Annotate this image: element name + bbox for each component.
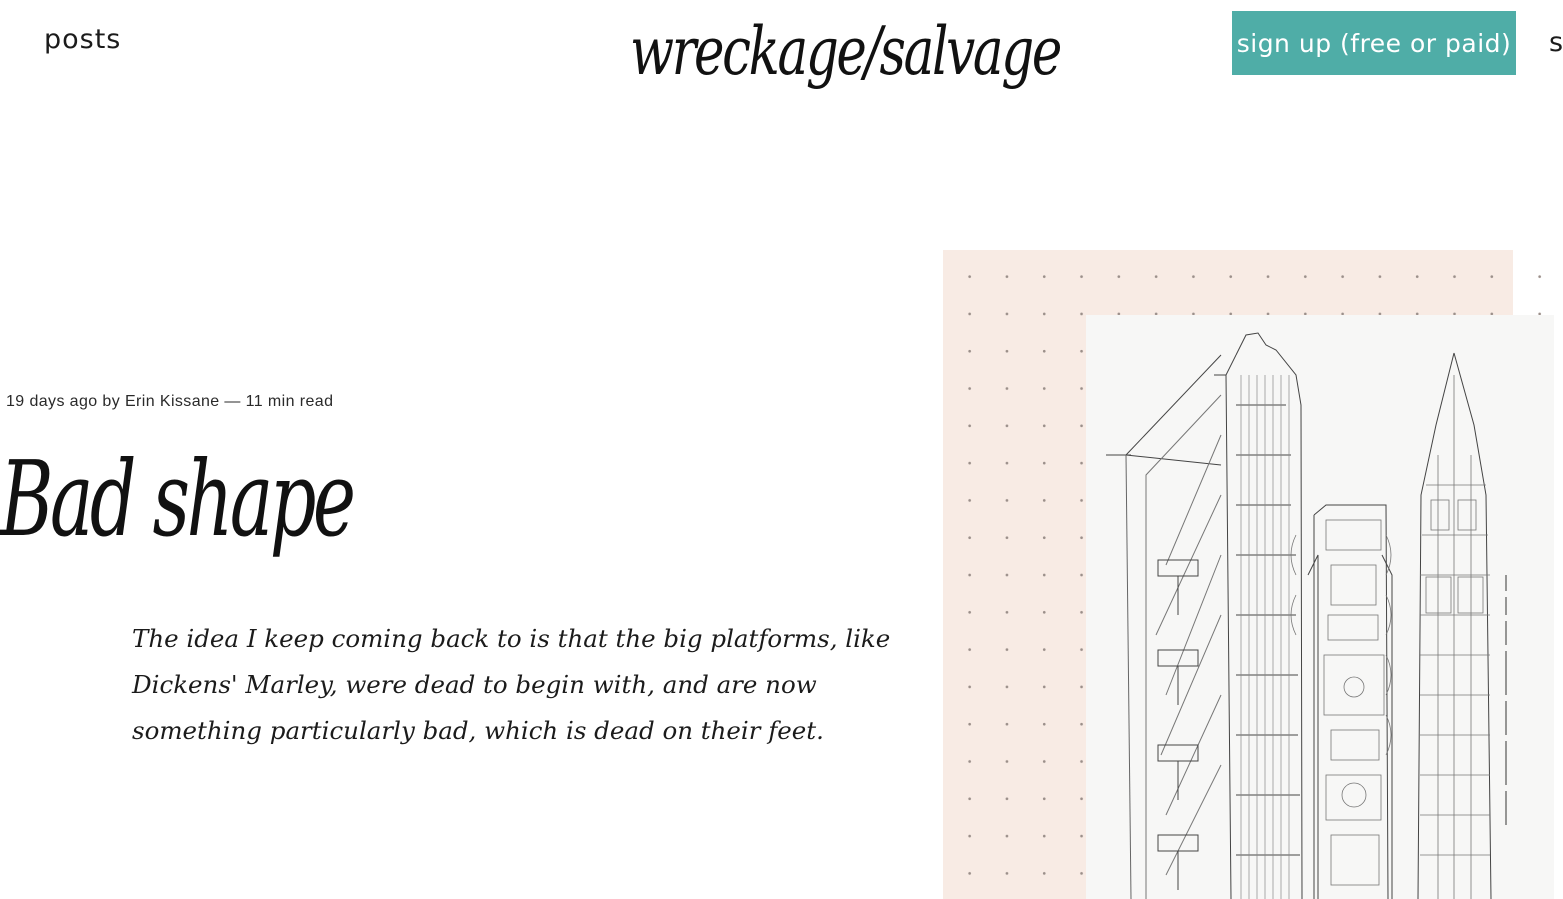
site-title-logo[interactable]: wreckage/salvage [630, 13, 1060, 90]
image-panel-dotted-edge [1513, 250, 1554, 316]
ship-plan-illustration [1086, 315, 1554, 899]
post-title[interactable]: Bad shape [0, 438, 353, 560]
post-meta: 19 days ago by Erin Kissane — 11 min read [6, 393, 334, 410]
ship-plan-image [1086, 315, 1554, 899]
post-excerpt: The idea I keep coming back to is that the big platforms, like Dickens' Marley, were dead to begin with, and are now something particularly bad, which is dead on their feet. [132, 624, 891, 745]
signup-button[interactable]: sign up (free or paid) [1232, 11, 1516, 75]
nav-link-clipped[interactable]: s [1549, 27, 1563, 58]
nav-posts-link[interactable]: posts [44, 24, 122, 55]
